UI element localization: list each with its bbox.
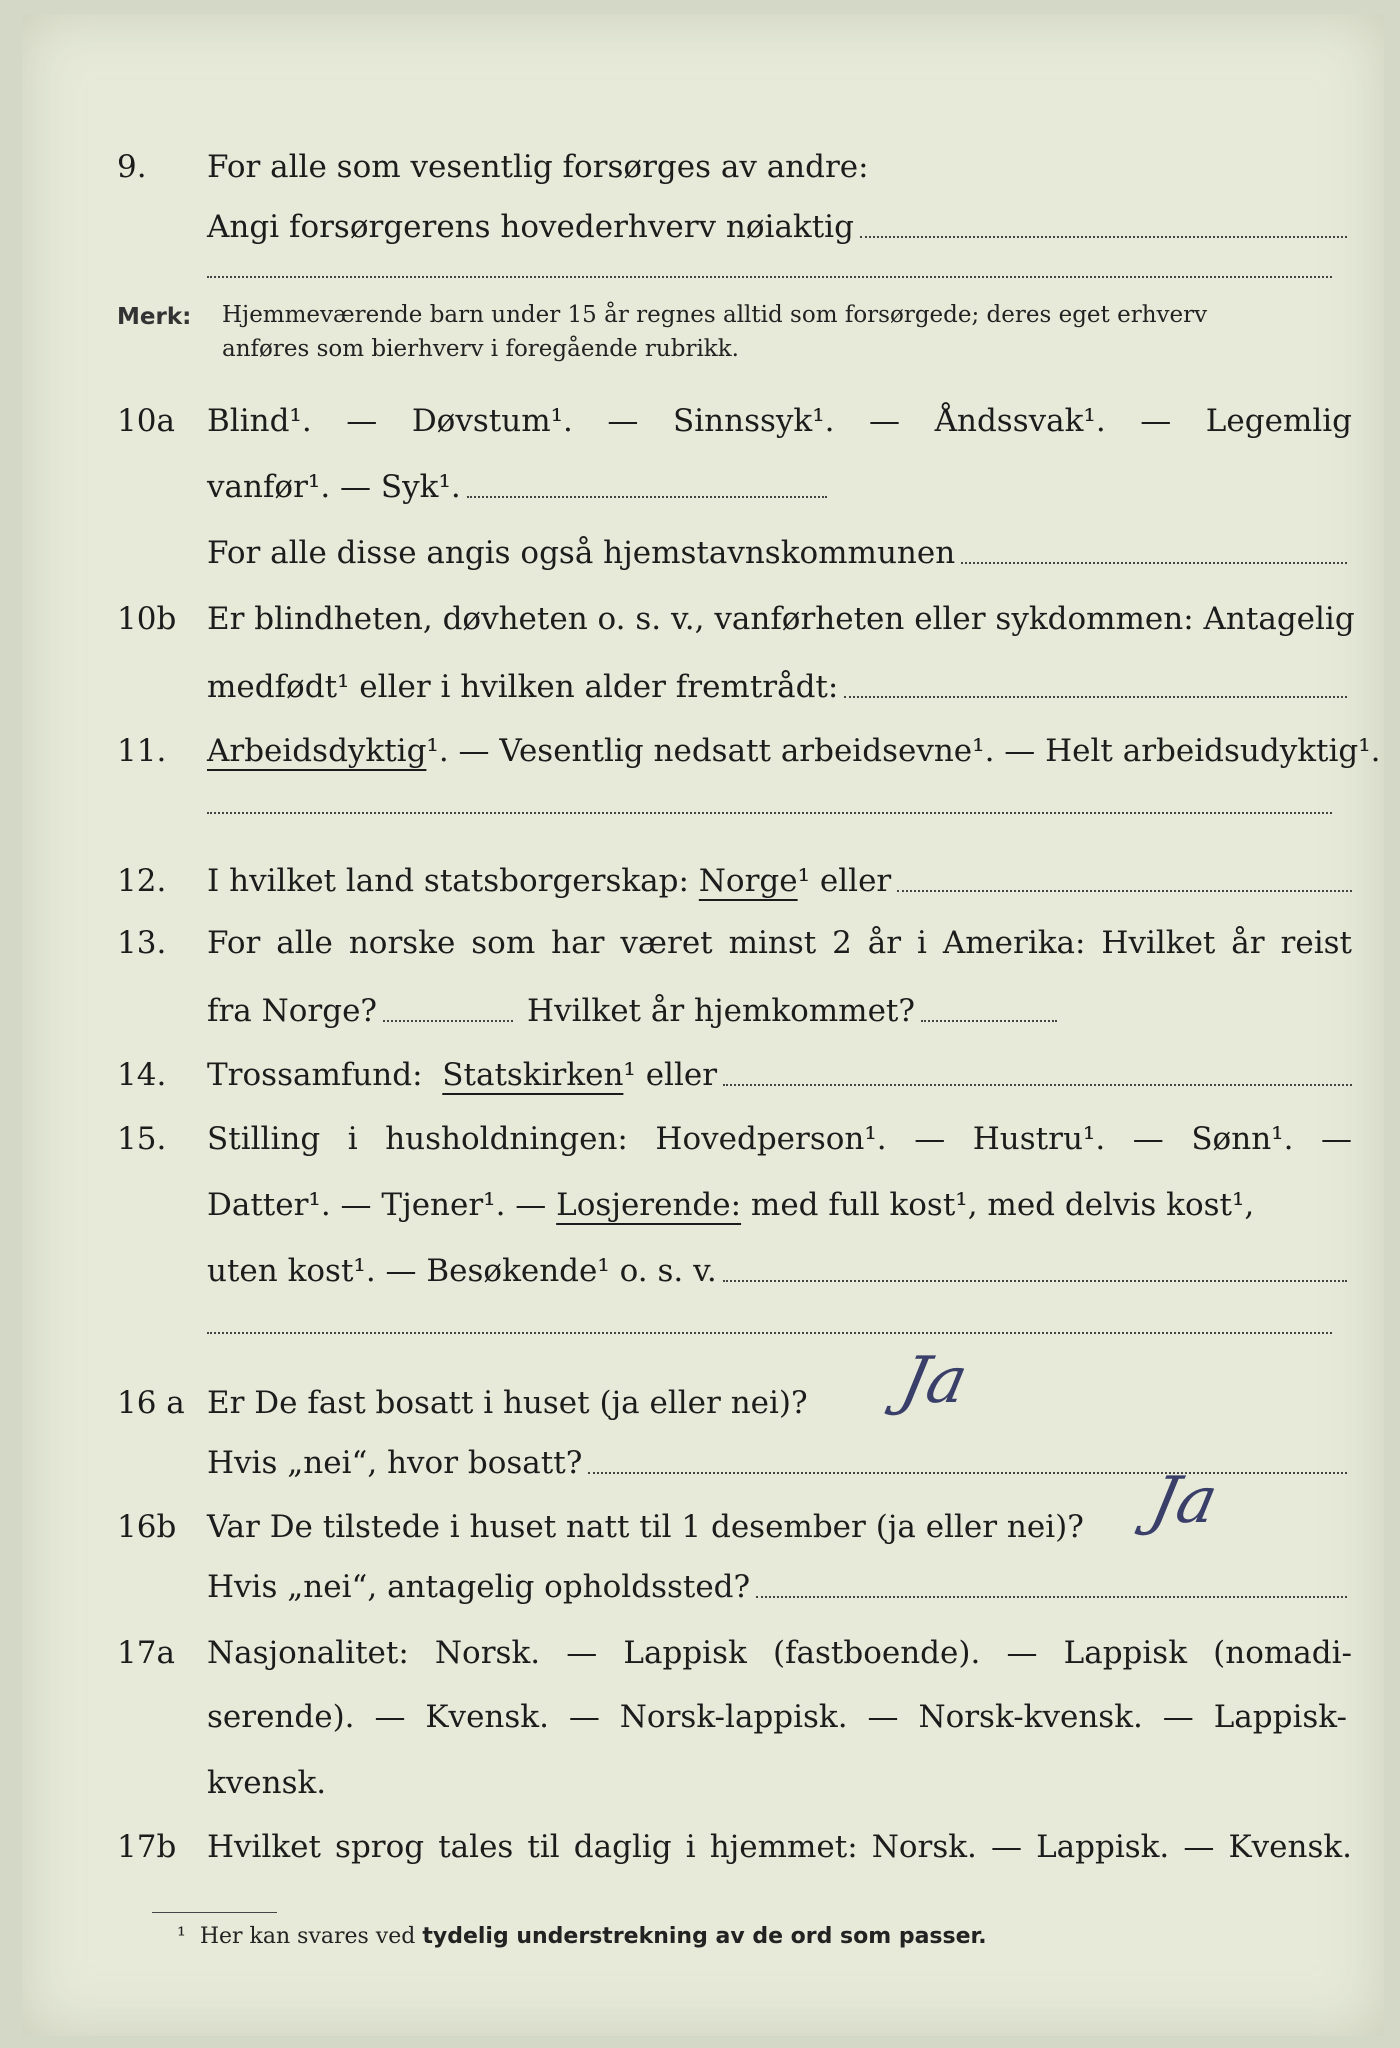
q11-rest: ¹. — Vesentlig nedsatt arbeidsevne¹. — Helt arbeidsudyktig¹. — [426, 733, 1381, 769]
q10a-hometown-field[interactable] — [961, 562, 1347, 564]
q17b-row — [117, 1822, 1352, 1872]
footnote-bold-text: tydelig understrekning av de ord som passer. — [422, 1924, 987, 1949]
q15-line2a: Datter¹. — Tjener¹. — — [207, 1187, 547, 1223]
q15-row2 — [207, 1180, 1347, 1230]
q16a-line2: Hvis „nei“, hvor bosatt? — [207, 1445, 583, 1481]
q14-row — [117, 1050, 1352, 1100]
q14-after: ¹ eller — [623, 1057, 718, 1093]
q16a-line1: Er De fast bosatt i huset (ja eller nei)? — [207, 1385, 808, 1421]
q16b-line1: Var De tilstede i huset natt til 1 desember (ja eller nei)? — [207, 1509, 1084, 1545]
q15-answer-field[interactable] — [723, 1280, 1347, 1282]
q10b-row — [117, 594, 1355, 644]
q16b-answer-field[interactable] — [756, 1596, 1347, 1598]
q13-line1: For alle norske som har været minst 2 år i Amerika: Hvilket år reist — [207, 925, 1352, 961]
merk-note-line1: Hjemmeværende barn under 15 år regnes alltid som forsørgede; deres eget erhverv — [222, 302, 1208, 328]
q10b-row2 — [207, 662, 1347, 712]
q13-line2a: fra Norge? — [207, 993, 378, 1029]
q9-line1: For alle som vesentlig forsørges av andre: — [207, 149, 869, 185]
q10a-answer-field[interactable] — [467, 496, 827, 498]
q10b-line1: Er blindheten, døvheten o. s. v., vanførheten eller sykdommen: Antagelig — [207, 601, 1355, 637]
q12-number: 12. — [117, 863, 167, 899]
q14-answer-field[interactable] — [723, 1084, 1352, 1086]
footnote-text: Her kan svares ved — [199, 1924, 416, 1949]
q9-answer-field[interactable] — [860, 236, 1347, 238]
q9-extra-answer-line[interactable] — [207, 276, 1332, 278]
footnote-mark: ¹ — [177, 1924, 186, 1949]
q17a-line3: kvensk. — [207, 1765, 327, 1801]
q14-selected-option[interactable]: Statskirken — [442, 1057, 624, 1093]
q12-answer-field[interactable] — [897, 890, 1352, 892]
q13-row2 — [207, 986, 1057, 1036]
q16a-answer-field[interactable] — [588, 1472, 1347, 1474]
q10a-row — [117, 396, 1352, 446]
q10b-number: 10b — [117, 601, 177, 637]
q17b-line1: Hvilket sprog tales til daglig i hjemmet: Norsk. — Lappisk. — Kvensk. — [207, 1829, 1352, 1865]
q9-row — [117, 142, 1352, 192]
footnote-divider — [152, 1912, 277, 1913]
q10a-row3 — [207, 528, 1347, 578]
q13-row — [117, 918, 1352, 968]
q15-extra-answer-line[interactable] — [207, 1332, 1332, 1334]
q10b-line2: medfødt¹ eller i hvilken alder fremtrådt: — [207, 669, 839, 705]
q11-answer-line[interactable] — [207, 812, 1332, 814]
q17a-line2: serende). — Kvensk. — Norsk-lappisk. — Norsk-kvensk. — Lappisk- — [207, 1699, 1347, 1735]
q15-line3: uten kost¹. — Besøkende¹ o. s. v. — [207, 1253, 717, 1289]
q16a-row — [117, 1378, 1352, 1428]
q11-selected-option[interactable]: Arbeidsdyktig — [207, 733, 427, 769]
q15-line2b: med full kost¹, med delvis kost¹, — [750, 1187, 1255, 1223]
q14-before: Trossamfund: — [207, 1057, 423, 1093]
q17a-row2 — [207, 1692, 1347, 1742]
q16a-number: 16 a — [117, 1385, 185, 1421]
q10a-number: 10a — [117, 403, 175, 439]
q10b-answer-field[interactable] — [844, 696, 1347, 698]
q12-after: ¹ eller — [797, 863, 892, 899]
q15-line1: Stilling i husholdningen: Hovedperson¹. — Hustru¹. — Sønn¹. — — [207, 1121, 1352, 1157]
q15-row — [117, 1114, 1352, 1164]
q17a-number: 17a — [117, 1635, 175, 1671]
merk-note-line2: anføres som bierhverv i foregående rubrikk. — [222, 336, 739, 362]
q16b-row2 — [207, 1562, 1347, 1612]
q15-row3 — [207, 1246, 1347, 1296]
q16a-handwritten-answer[interactable]: Ja — [894, 1344, 974, 1418]
q16b-handwritten-answer[interactable]: Ja — [1144, 1464, 1224, 1538]
q11-number: 11. — [117, 733, 167, 769]
census-form-page — [22, 14, 1384, 2036]
q13-return-field[interactable] — [921, 1020, 1057, 1022]
q16b-line2: Hvis „nei“, antagelig opholdssted? — [207, 1569, 751, 1605]
q12-selected-option[interactable]: Norge — [698, 863, 798, 899]
q17a-row — [117, 1628, 1352, 1678]
q15-number: 15. — [117, 1121, 167, 1157]
q10a-line3: For alle disse angis også hjemstavnskommunen — [207, 535, 956, 571]
q16b-number: 16b — [117, 1509, 177, 1545]
q13-number: 13. — [117, 925, 167, 961]
q13-line2b: Hvilket år hjemkommet? — [527, 993, 916, 1029]
q12-before: I hvilket land statsborgerskap: — [207, 863, 689, 899]
q17a-line1: Nasjonalitet: Norsk. — Lappisk (fastboende). — Lappisk (nomadi- — [207, 1635, 1352, 1671]
q15-selected-option[interactable]: Losjerende: — [556, 1187, 742, 1223]
q10a-line1: Blind¹. — Døvstum¹. — Sinnssyk¹. — Åndssvak¹. — Legemlig — [207, 403, 1352, 439]
q11-row — [117, 726, 1381, 776]
q17a-row3 — [207, 1758, 1347, 1808]
q9-answer-row — [207, 202, 1347, 252]
q10a-row2 — [207, 462, 827, 512]
q14-number: 14. — [117, 1057, 167, 1093]
q9-line2: Angi forsørgerens hovederhverv nøiaktig — [207, 209, 854, 245]
q13-departure-field[interactable] — [383, 1020, 513, 1022]
footnote — [177, 1924, 987, 1949]
q17b-number: 17b — [117, 1829, 177, 1865]
q12-row — [117, 856, 1352, 906]
merk-label: Merk: — [117, 304, 192, 330]
q9-number: 9. — [117, 149, 147, 185]
q10a-line2: vanfør¹. — Syk¹. — [207, 469, 461, 505]
